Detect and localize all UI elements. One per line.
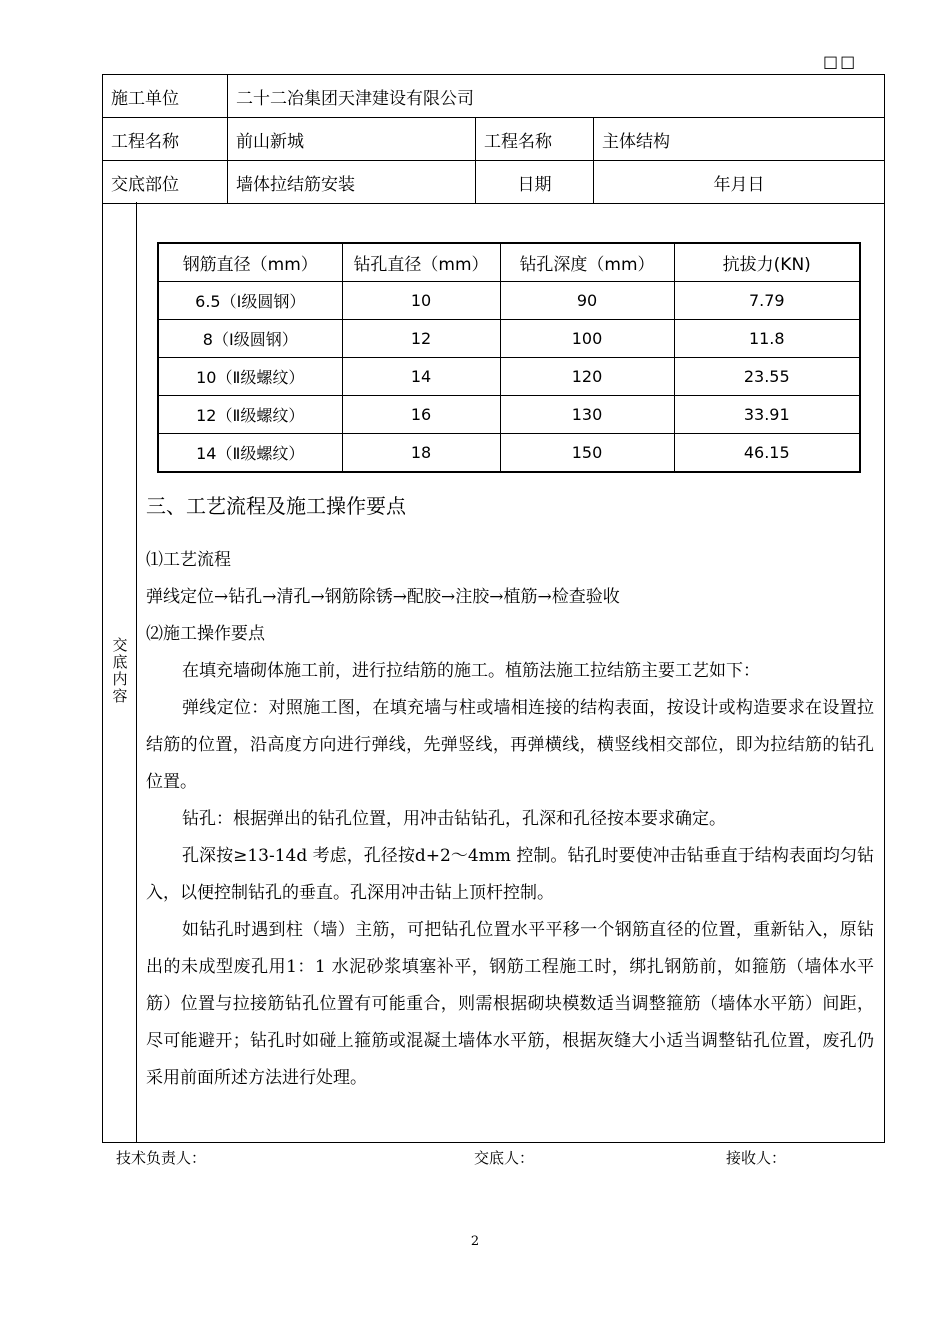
- table-cell: 12（Ⅱ级螺纹）: [158, 396, 342, 434]
- table-cell: 150: [500, 434, 674, 473]
- process-flow: 弹线定位→钻孔→清孔→钢筋除锈→配胶→注胶→植筋→检查验收: [146, 587, 620, 607]
- paragraph: 弹线定位：对照施工图，在填充墙与柱或墙相连接的结构表面，按设计或构造要求在设置拉结筋的位置，沿高度方向进行弹线，先弹竖线，再弹横线，横竖线相交部位，即为拉结筋的钻孔位置。: [146, 698, 874, 792]
- table-cell: 14: [342, 358, 500, 396]
- table-cell: 120: [500, 358, 674, 396]
- table-row: [158, 434, 860, 473]
- col-header: 钢筋直径（mm）: [158, 243, 342, 282]
- presenter-signature: 交底人：: [474, 1149, 535, 1167]
- header-row-part: [103, 161, 885, 204]
- table-row: [158, 282, 860, 320]
- page-number: 2: [470, 1234, 480, 1249]
- corner-mark: □□: [823, 52, 858, 71]
- header-row-unit: [103, 75, 885, 118]
- part-value: 墙体拉结筋安装: [228, 161, 476, 204]
- table-cell: 130: [500, 396, 674, 434]
- project-value-2: 主体结构: [594, 118, 885, 161]
- table-header-row: [158, 243, 860, 282]
- table-cell: 11.8: [674, 320, 860, 358]
- project-value: 前山新城: [228, 118, 476, 161]
- table-cell: 10: [342, 282, 500, 320]
- rebar-spec-table: [157, 242, 861, 473]
- table-cell: 18: [342, 434, 500, 473]
- table-row: [158, 320, 860, 358]
- tech-lead-signature: 技术负责人：: [116, 1149, 207, 1167]
- part-label: 交底部位: [103, 161, 228, 204]
- table-cell: 8（Ⅰ级圆钢）: [158, 320, 342, 358]
- table-cell: 100: [500, 320, 674, 358]
- paragraph: 钻孔：根据弹出的钻孔位置，用冲击钻钻孔，孔深和孔径按本要求确定。: [182, 809, 726, 829]
- side-column: [103, 202, 137, 1142]
- side-label: 交底内容: [112, 636, 128, 705]
- table-cell: 6.5（Ⅰ级圆钢）: [158, 282, 342, 320]
- date-label: 日期: [476, 161, 594, 204]
- table-cell: 10（Ⅱ级螺纹）: [158, 358, 342, 396]
- header-row-project: [103, 118, 885, 161]
- table-cell: 33.91: [674, 396, 860, 434]
- table-cell: 7.79: [674, 282, 860, 320]
- table-row: [158, 358, 860, 396]
- table-cell: 16: [342, 396, 500, 434]
- project-label: 工程名称: [103, 118, 228, 161]
- header-table: [102, 74, 885, 204]
- col-header: 抗拔力(KN): [674, 243, 860, 282]
- paragraph: 孔深按≥13-14d 考虑，孔径按d+2～4mm 控制。钻孔时要使冲击钻垂直于结构表面均匀钻入，以便控制钻孔的垂直。孔深用冲击钻上顶杆控制。: [146, 846, 874, 903]
- table-cell: 14（Ⅱ级螺纹）: [158, 434, 342, 473]
- date-value: 年月日: [594, 161, 885, 204]
- receiver-signature: 接收人：: [726, 1149, 787, 1167]
- table-cell: 12: [342, 320, 500, 358]
- table-cell: 23.55: [674, 358, 860, 396]
- project-label-2: 工程名称: [476, 118, 594, 161]
- table-cell: 90: [500, 282, 674, 320]
- procedure-content: [146, 490, 874, 1097]
- subheading-operation: ⑵施工操作要点: [146, 624, 265, 644]
- section-title: 三、工艺流程及施工操作要点: [146, 494, 406, 518]
- subheading-flow: ⑴工艺流程: [146, 550, 231, 570]
- paragraph: 如钻孔时遇到柱（墙）主筋，可把钻孔位置水平平移一个钢筋直径的位置，重新钻入，原钻出的未成型废孔用1：1 水泥砂浆填塞补平，钢筋工程施工时，绑扎钢筋前，如箍筋（墙体水平筋）位置与拉接筋钻孔位置有可能重合，则需根据砌块模数适当调整箍筋（墙体水平筋）间距，尽可能避开；钻孔时如碰上箍筋或混凝土墙体水平筋，根据灰缝大小适当调整钻孔位置，废孔仍采用前面所述方法进行处理。: [146, 920, 874, 1088]
- table-row: [158, 396, 860, 434]
- col-header: 钻孔直径（mm）: [342, 243, 500, 282]
- table-cell: 46.15: [674, 434, 860, 473]
- col-header: 钻孔深度（mm）: [500, 243, 674, 282]
- unit-value: 二十二冶集团天津建设有限公司: [228, 75, 885, 118]
- paragraph: 在填充墙砌体施工前，进行拉结筋的施工。植筋法施工拉结筋主要工艺如下：: [182, 661, 760, 681]
- unit-label: 施工单位: [103, 75, 228, 118]
